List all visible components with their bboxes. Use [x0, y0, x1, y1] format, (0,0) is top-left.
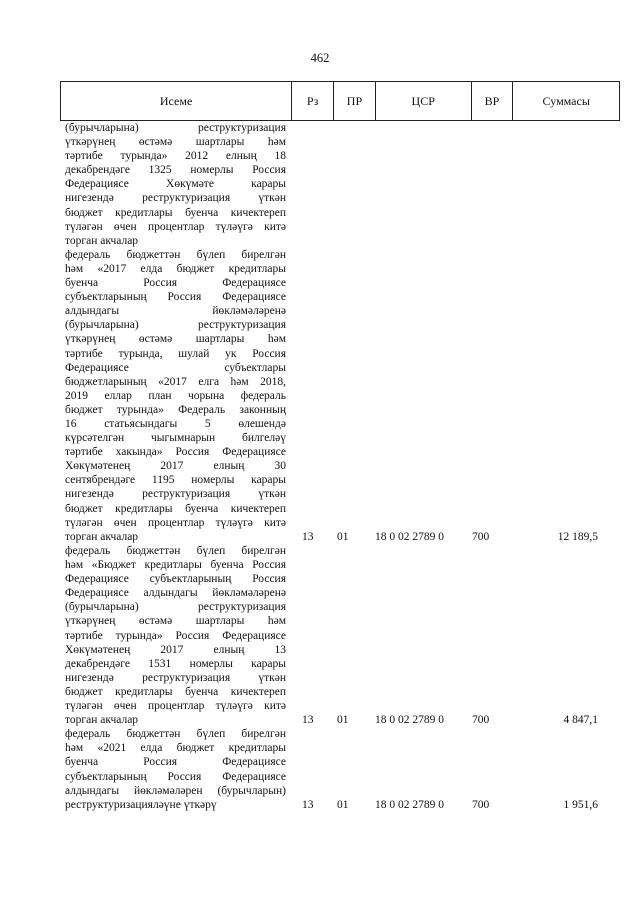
row-name-line: буенча Россия Федерациясе [65, 277, 286, 290]
row-name-line: үткәрүнең өстәмә шартлары һәм [65, 136, 286, 149]
row-name-line: һәм «2021 елда бюджет кредитлары [65, 742, 286, 755]
row-csr-cell: 18 0 02 2789 0 [375, 714, 444, 727]
page-number: 462 [310, 51, 330, 65]
row-name-line: тәртибе турында» 2012 елның 18 [65, 150, 286, 163]
row-name-line: бюджет турында» Федераль законның [65, 403, 286, 416]
row-name-line: тәртибе хакында» Россия Федерациясе [65, 446, 286, 459]
row-name-cell [65, 121, 286, 248]
row-name-line: Федерациясе субъектларының Россия [65, 573, 286, 586]
row-name-line: 16 статьясындагы 5 өлешендә [65, 418, 286, 431]
row-name-line: декабрендәге 1531 номерлы карары [65, 657, 286, 670]
row-name-line: Хөкүмәтенең 2017 елның 30 [65, 460, 286, 473]
row-name-line: һәм «2017 елда бюджет кредитлары [65, 262, 286, 275]
row-name-line: бюджет кредитлары буенча кичектереп [65, 502, 286, 515]
row-name-line: Федерациясе Хөкүмәте карары [65, 178, 286, 191]
row-name-cell [65, 544, 286, 727]
row-name-line: нигезендә реструктуризация үткән [65, 671, 286, 684]
row-name-line: Хөкүмәтенең 2017 елның 13 [65, 643, 286, 656]
row-name-line: субъектларының Россия Федерациясе [65, 770, 286, 783]
row-name-line: торган акчалар [65, 234, 139, 247]
row-sum-cell: 1 951,6 [563, 798, 598, 811]
header-csr: ЦСР [376, 82, 472, 120]
row-name-line: алдындагы йөкләмәләренә [65, 305, 286, 318]
row-name-line: сентябрендәге 1195 номерлы карары [65, 474, 286, 487]
row-name-line: Федерациясе субъектлары [65, 361, 286, 374]
row-name-line: (бурычларына) реструктуризация [65, 319, 286, 332]
row-name-line: (бурычларына) реструктуризация [65, 122, 286, 134]
row-name-line: Федерациясе алдындагы йөкләмәләренә [65, 587, 286, 600]
header-rz: Рз [292, 82, 334, 120]
row-rz-cell: 13 [302, 714, 314, 727]
row-pr-cell: 01 [337, 798, 349, 811]
row-name-line: торган акчалар [65, 530, 139, 543]
row-name-line: (бурычларына) реструктуризация [65, 601, 286, 614]
row-pr-cell: 01 [337, 530, 349, 543]
row-sum-cell: 4 847,1 [563, 714, 598, 727]
table-row [0, 727, 640, 812]
row-csr-cell: 18 0 02 2789 0 [375, 530, 444, 543]
row-csr-cell: 18 0 02 2789 0 [375, 798, 444, 811]
header-pr: ПР [334, 82, 376, 120]
table-row [0, 544, 640, 727]
row-name-line: үткәрүнең өстәмә шартлары һәм [65, 333, 286, 346]
header-sum: Суммасы [542, 93, 590, 108]
row-name-line: һәм «Бюджет кредитлары буенча Россия [65, 559, 286, 572]
row-name-line: федераль бюджеттән бүлеп бирелгән [65, 248, 286, 261]
row-name-line: бюджетларының «2017 елга һәм 2018, [65, 375, 286, 388]
row-name-line: бюджет кредитлары буенча кичектереп [65, 206, 286, 219]
row-sum-cell: 12 189,5 [557, 530, 598, 543]
row-name-line: алдындагы йөкләмәләрен (бурычларын) [65, 784, 286, 797]
row-name-line: үткәрүнең өстәмә шартлары һәм [65, 615, 286, 628]
row-vr-cell: 700 [472, 798, 490, 811]
row-pr-cell: 01 [337, 714, 349, 727]
row-name-line: субъектларының Россия Федерациясе [65, 291, 286, 304]
row-name-line: тәртибе турында» Россия Федерациясе [65, 629, 286, 642]
row-name-line: федераль бюджеттән бүлеп бирелгән [65, 728, 286, 741]
row-name-cell [65, 248, 286, 544]
row-name-line: тәртибе турында, шулай ук Россия [65, 347, 286, 360]
row-name-line: бюджет кредитлары буенча кичектереп [65, 685, 286, 698]
table-row [0, 121, 640, 248]
row-name-line: торган акчалар [65, 714, 139, 727]
row-rz-cell: 13 [302, 530, 314, 543]
row-vr-cell: 700 [472, 714, 490, 727]
row-name-line: түләгән өчен процентлар түләүгә китә [65, 220, 286, 233]
table-row [0, 248, 640, 544]
row-name-line: реструктуризацияләүне үткәрү [65, 798, 217, 811]
row-name-line: нигезендә реструктуризация үткән [65, 192, 286, 205]
header-name: Исеме [61, 82, 292, 120]
row-name-line: нигезендә реструктуризация үткән [65, 488, 286, 501]
row-name-cell [65, 727, 286, 812]
row-name-line: 2019 еллар план чорына федераль [65, 389, 286, 402]
table-header [60, 81, 620, 121]
row-name-line: күрсәтелгән чыгымнарын билгеләү [65, 432, 286, 445]
row-name-line: түләгән өчен процентлар түләүгә китә [65, 516, 286, 529]
header-vr: ВР [472, 82, 514, 120]
row-rz-cell: 13 [302, 798, 314, 811]
row-vr-cell: 700 [472, 530, 490, 543]
row-name-line: буенча Россия Федерациясе [65, 756, 286, 769]
row-name-line: түләгән өчен процентлар түләүгә китә [65, 700, 286, 713]
row-name-line: федераль бюджеттән бүлеп бирелгән [65, 545, 286, 557]
row-name-line: декабрендәге 1325 номерлы Россия [65, 164, 286, 177]
